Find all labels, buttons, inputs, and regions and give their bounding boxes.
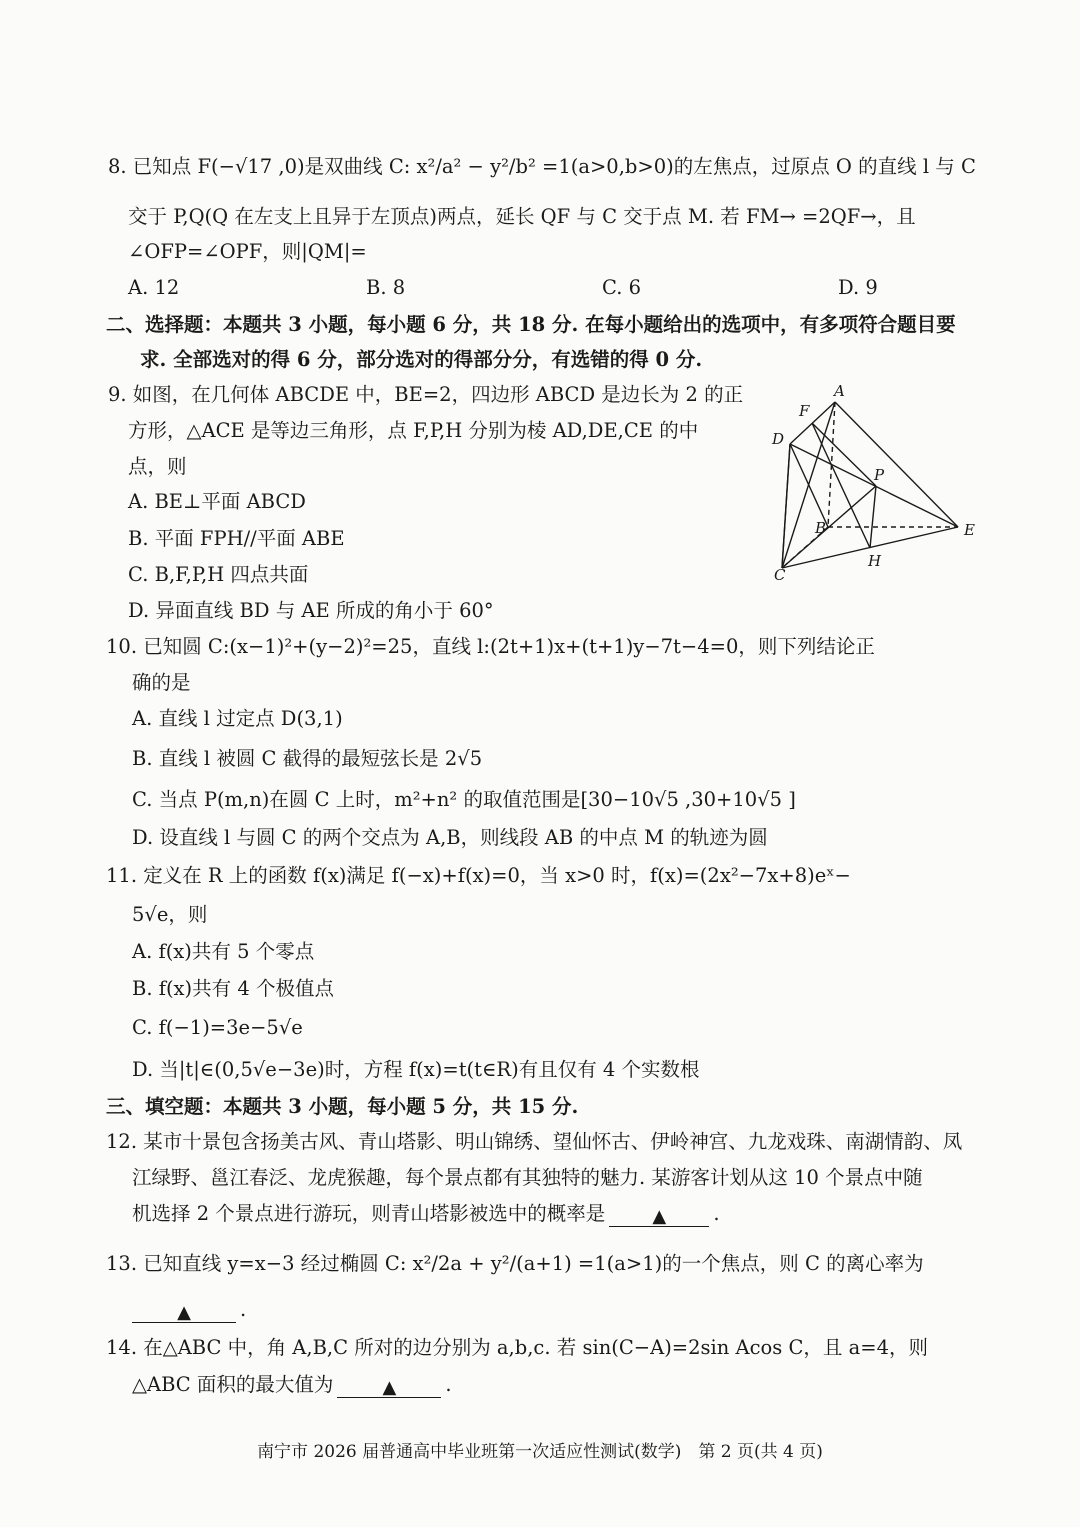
q9-option-d: D. 异面直线 BD 与 AE 所成的角小于 60° — [128, 599, 494, 622]
q11-option-d: D. 当|t|∈(0,5√e−3e)时，方程 f(x)=t(t∈R)有且仅有 4 个实数根 — [132, 1058, 700, 1081]
page-footer: 南宁市 2026 届普通高中毕业班第一次适应性测试(数学) 第 2 页(共 4 页) — [257, 1442, 823, 1462]
q8-line-3: ∠OFP=∠OPF，则|QM|= — [128, 240, 367, 263]
q13-line-2 — [132, 1300, 246, 1321]
section-3-line-1: 三、填空题：本题共 3 小题，每小题 5 分，共 15 分. — [106, 1095, 579, 1118]
q8-option-b: B. 8 — [366, 276, 406, 299]
q10-line-1: 10. 已知圆 C:(x−1)²+(y−2)²=25，直线 l:(2t+1)x+(t+1)y−7t−4=0，则下列结论正 — [106, 635, 875, 658]
q9-line-1: 9. 如图，在几何体 ABCDE 中，BE=2，四边形 ABCD 是边长为 2 的正 — [108, 383, 744, 406]
section-2-line-1: 二、选择题：本题共 3 小题，每小题 6 分，共 18 分. 在每小题给出的选项中，有多项符合题目要 — [106, 313, 956, 336]
q13-line-1: 13. 已知直线 y=x−3 经过椭圆 C: x²/2a + y²/(a+1) =1(a>1)的一个焦点，则 C 的离心率为 — [106, 1252, 924, 1275]
q13-answer-blank[interactable] — [132, 1302, 236, 1323]
q14-line-1: 14. 在△ABC 中，角 A,B,C 所对的边分别为 a,b,c. 若 sin(C−A)=2sin Acos C，且 a=4，则 — [106, 1336, 928, 1359]
q8-option-d: D. 9 — [838, 276, 878, 299]
q14-line-2 — [132, 1375, 452, 1396]
q13-end: . — [240, 1298, 247, 1321]
q10-option-c: C. 当点 P(m,n)在圆 C 上时，m²+n² 的取值范围是[30−10√5 ,30+10√5 ] — [132, 788, 796, 811]
segment-PH — [870, 486, 876, 548]
label-H: H — [868, 552, 882, 570]
q8-option-c: C. 6 — [602, 276, 642, 299]
q12-line-1: 12. 某市十景包含扬美古风、青山塔影、明山锦绣、望仙怀古、伊岭神宫、九龙戏珠、南湖情韵、凤 — [106, 1130, 963, 1153]
q9-figure — [770, 382, 990, 582]
q10-line-2: 确的是 — [132, 671, 191, 694]
q10-option-a: A. 直线 l 过定点 D(3,1) — [132, 707, 343, 730]
q11-option-a: A. f(x)共有 5 个零点 — [132, 940, 315, 963]
edge-DE — [790, 444, 958, 527]
label-P: P — [874, 466, 885, 484]
q12-line-3 — [132, 1204, 720, 1225]
q14-line-2-text: △ABC 面积的最大值为 — [132, 1373, 334, 1396]
label-F: F — [799, 402, 810, 420]
q13-blank-mark: ▲ — [177, 1302, 191, 1323]
q11-option-b: B. f(x)共有 4 个极值点 — [132, 977, 334, 1000]
label-D: D — [772, 430, 785, 448]
label-B: B — [815, 519, 827, 537]
segment-FP — [812, 423, 876, 486]
q8-line-2: 交于 P,Q(Q 在左支上且异于左顶点)两点，延长 QF 与 C 交于点 M. 若 FM→ =2QF→，且 — [128, 205, 916, 228]
segment-DB — [790, 444, 828, 527]
label-E: E — [964, 521, 975, 539]
q9-line-3: 点，则 — [128, 455, 187, 478]
q12-end: . — [713, 1202, 720, 1225]
q8-option-a: A. 12 — [128, 276, 180, 299]
q9-option-a: A. BE⊥平面 ABCD — [128, 490, 306, 513]
q12-blank-mark: ▲ — [652, 1206, 667, 1227]
label-A: A — [834, 382, 845, 400]
edge-DC-b — [782, 444, 790, 568]
q11-option-c: C. f(−1)=3e−5√e — [132, 1016, 303, 1039]
q10-option-d: D. 设直线 l 与圆 C 的两个交点为 A,B，则线段 AB 的中点 M 的轨迹为圆 — [132, 826, 768, 849]
q14-blank-mark: ▲ — [382, 1377, 397, 1398]
section-2-line-2: 求. 全部选对的得 6 分，部分选对的得部分分，有选错的得 0 分. — [140, 348, 703, 371]
q11-line-1: 11. 定义在 R 上的函数 f(x)满足 f(−x)+f(x)=0，当 x>0 时，f(x)=(2x²−7x+8)eˣ− — [106, 864, 851, 887]
label-C: C — [774, 566, 786, 582]
q14-end: . — [445, 1373, 452, 1396]
q14-answer-blank[interactable] — [337, 1377, 441, 1398]
q12-answer-blank[interactable] — [609, 1206, 709, 1227]
q9-option-b: B. 平面 FPH//平面 ABE — [128, 527, 345, 550]
q12-line-2: 江绿野、邕江春泛、龙虎猴趣，每个景点都有其独特的魅力. 某游客计划从这 10 个景点中随 — [132, 1166, 923, 1189]
q8-line-1: 8. 已知点 F(−√17 ,0)是双曲线 C: x²/a² − y²/b² =1(a>0,b>0)的左焦点，过原点 O 的直线 l 与 C — [108, 155, 976, 178]
q9-line-2: 方形，△ACE 是等边三角形，点 F,P,H 分别为棱 AD,DE,CE 的中 — [128, 419, 699, 442]
q12-line-3-text: 机选择 2 个景点进行游玩，则青山塔影被选中的概率是 — [132, 1202, 606, 1225]
q9-option-c: C. B,F,P,H 四点共面 — [128, 563, 309, 586]
q10-option-b: B. 直线 l 被圆 C 截得的最短弦长是 2√5 — [132, 747, 483, 770]
q11-line-2: 5√e，则 — [132, 903, 208, 926]
